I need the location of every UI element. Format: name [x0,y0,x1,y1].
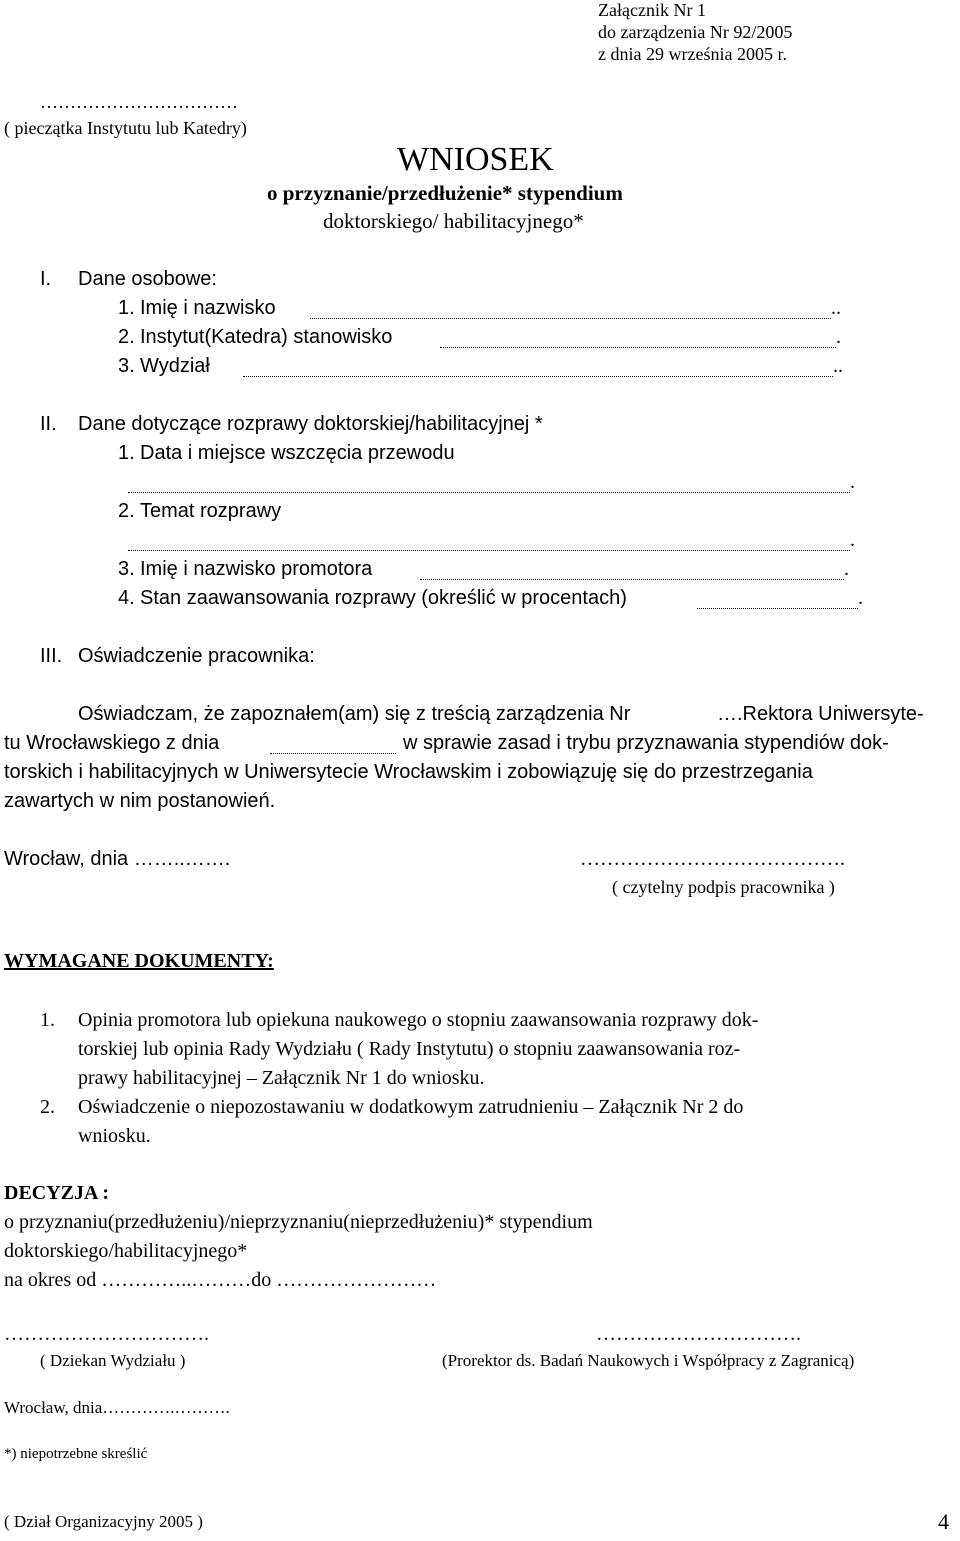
thesis-topic-field-line [128,536,850,551]
section3-label: Oświadczenie pracownika: [78,645,315,667]
proceedings-field-line [128,478,850,493]
supervisor-field-end: . [844,558,849,580]
declaration-line-2a: tu Wrocławskiego z dnia [4,732,220,754]
footer-place-date: Wrocław, dnia………….………. [4,1398,230,1417]
section2-number: II. [40,413,57,435]
declaration-line-1b: ….Rektora Uniwersyte- [717,703,924,725]
section1-item-1-label: Imię i nazwisko [140,297,276,319]
required-docs-heading: WYMAGANE DOKUMENTY: [4,950,274,972]
section2-item-3-label: Imię i nazwisko promotora [140,558,373,580]
employee-signature-dots: …………………………………. [580,848,845,870]
required-doc-2-line-2: wniosku. [78,1125,151,1147]
form-title: WNIOSEK [397,141,554,178]
section2-item-1-label: Data i miejsce wszczęcia przewodu [140,442,455,464]
employee-sign-place-date: Wrocław, dnia ……..……. [4,848,231,870]
stamp-label: ( pieczątka Instytutu lub Katedry) [4,118,247,138]
name-field-end: .. [831,297,841,319]
annex-line-1: Załącznik Nr 1 [598,0,706,20]
annex-line-3: z dnia 29 września 2005 r. [598,44,787,64]
section3-number: III. [40,645,63,667]
stamp-dots: …………………………… [40,92,238,112]
declaration-line-4: zawartych w nim postanowień. [4,790,276,812]
section1-number: I. [40,268,52,290]
section2-item-3-num: 3. [118,558,135,580]
name-field-line [310,304,831,319]
progress-field-line [697,594,858,609]
required-doc-1-line-1: Opinia promotora lub opiekuna naukowego o stopniu zaawansowania rozprawy dok- [78,1009,759,1031]
declaration-line-1a: Oświadczam, że zapoznałem(am) się z treścią zarządzenia Nr [78,703,631,725]
progress-field-end: . [858,587,863,609]
vice-rector-signature-label: (Prorektor ds. Badań Naukowych i Współpracy z Zagranicą) [442,1351,855,1370]
decision-period-line: na okres od …………..………do …………………… [4,1269,437,1291]
footnote: *) niepotrzebne skreślić [4,1446,148,1462]
section2-item-1-num: 1. [118,442,135,464]
thesis-topic-field-end: . [850,529,855,551]
decision-line-1: o przyznaniu(przedłużeniu)/nieprzyznaniu(nieprzedłużeniu)* stypendium [4,1211,593,1233]
supervisor-field-line [420,565,844,580]
section1-label: Dane osobowe: [78,268,217,290]
regulation-date-field-line [270,739,396,754]
faculty-field-end: .. [833,355,843,377]
faculty-field-line [243,362,833,377]
employee-signature-label: ( czytelny podpis pracownika ) [612,877,835,897]
required-doc-2-line-1: Oświadczenie o niepozostawaniu w dodatkowym zatrudnieniu – Załącznik Nr 2 do [78,1096,744,1118]
declaration-line-2b: w sprawie zasad i trybu przyznawania stypendiów dok- [403,732,889,754]
section2-item-2-num: 2. [118,500,135,522]
section1-item-3-num: 3. [118,355,135,377]
required-doc-1-num: 1. [40,1009,55,1031]
dean-signature-dots: …………………………. [4,1323,209,1345]
form-subtitle-2: doktorskiego/ habilitacyjnego* [323,209,584,233]
page-number: 4 [938,1509,949,1534]
section2-item-2-label: Temat rozprawy [140,500,282,522]
declaration-line-3: torskich i habilitacyjnych w Uniwersytecie Wrocławskim i zobowiązuję się do przestrzegania [4,761,813,783]
vice-rector-signature-dots: …………………………. [596,1323,801,1345]
section1-item-2-label: Instytut(Katedra) stanowisko [140,326,393,348]
proceedings-field-end: . [850,471,855,493]
decision-heading: DECYZJA : [4,1182,110,1204]
required-doc-2-num: 2. [40,1096,55,1118]
required-doc-1-line-3: prawy habilitacyjnej – Załącznik Nr 1 do wniosku. [78,1067,485,1089]
institute-field-line [440,333,836,348]
decision-line-2: doktorskiego/habilitacyjnego* [4,1240,248,1262]
dean-signature-label: ( Dziekan Wydziału ) [40,1351,186,1370]
section2-label: Dane dotyczące rozprawy doktorskiej/habilitacyjnej * [78,413,543,435]
required-doc-1-line-2: torskiej lub opinia Rady Wydziału ( Rady Instytutu) o stopniu zaawansowania roz- [78,1038,741,1060]
section2-item-4-label: Stan zaawansowania rozprawy (określić w procentach) [140,587,627,609]
section2-item-4-num: 4. [118,587,135,609]
section1-item-1-num: 1. [118,297,135,319]
section1-item-3-label: Wydział [140,355,210,377]
institute-field-end: . [836,326,841,348]
annex-line-2: do zarządzenia Nr 92/2005 [598,22,793,42]
section1-item-2-num: 2. [118,326,135,348]
form-subtitle-1: o przyznanie/przedłużenie* stypendium [267,181,623,205]
department-label: ( Dział Organizacyjny 2005 ) [4,1512,203,1531]
